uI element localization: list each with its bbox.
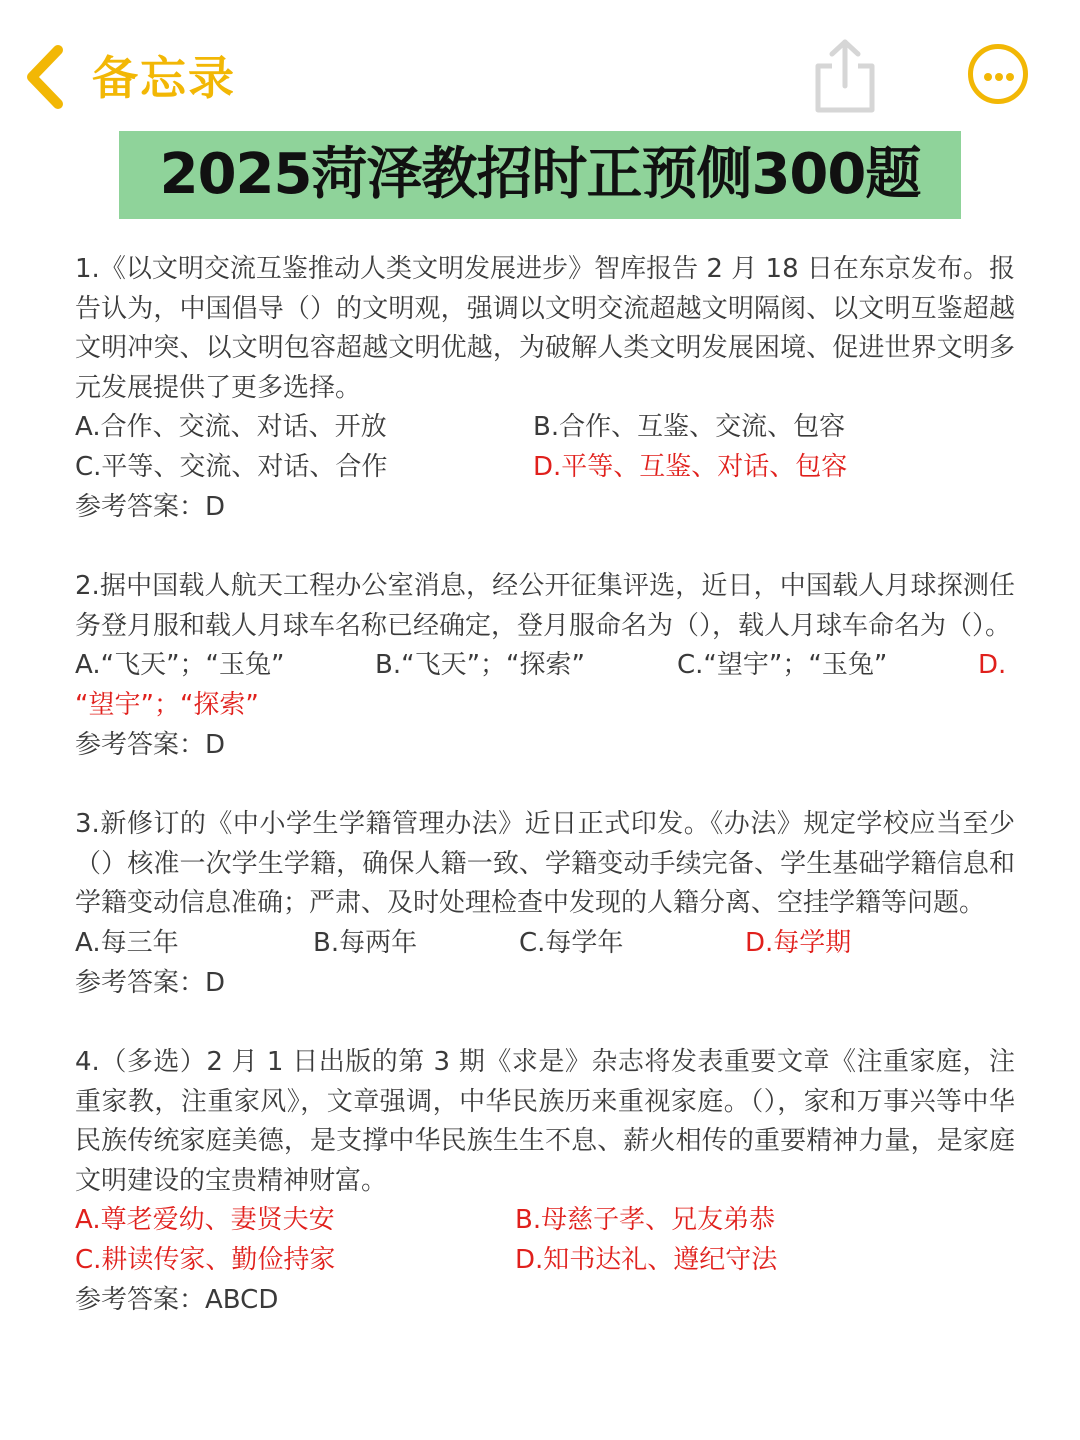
question-2 — [75, 567, 1015, 765]
question-3 — [75, 805, 1015, 1003]
page-title: 2025菏泽教招时正预侧300题 — [159, 142, 921, 207]
option-row — [75, 448, 1015, 488]
note-content — [75, 250, 1015, 1320]
option-b: B.每两年 — [313, 927, 418, 958]
option-b-correct: B.母慈子孝、兄友弟恭 — [515, 1205, 776, 1236]
option-d-correct: D.平等、互鉴、对话、包容 — [533, 451, 848, 482]
option-a-correct: A.尊老爱幼、妻贤夫安 — [75, 1205, 335, 1236]
question-stem: 4.（多选）2 月 1 日出版的第 3 期《求是》杂志将发表重要文章《注重家庭，注重家教，注重家风》，文章强调，中华民族历来重视家庭。（），家和万事兴等中华民族传统家庭美德，是支撑中华民族生生不息、薪火相传的重要精神力量，是家庭文明建设的宝贵精神财富。 — [75, 1047, 1015, 1196]
option-d-correct: D. — [978, 650, 1007, 681]
question-stem: 3.新修订的《中小学生学籍管理办法》近日正式印发。《办法》规定学校应当至少（）核准一次学生学籍，确保人籍一致、学籍变动手续完备、学生基础学籍信息和学籍变动信息准确；严肃、及时处理检查中发现的人籍分离、空挂学籍等问题。 — [75, 809, 1015, 919]
option-a: A.合作、交流、对话、开放 — [75, 412, 387, 443]
option-a: A.“飞天”；“玉兔” — [75, 650, 285, 681]
answer-text: 参考答案：D — [75, 967, 226, 998]
more-dot — [995, 73, 1003, 81]
back-button-label[interactable]: 备忘录 — [92, 51, 236, 105]
option-c: C.“望宇”；“玉兔” — [677, 650, 888, 681]
option-row — [75, 408, 1015, 448]
answer-text: 参考答案：D — [75, 729, 226, 760]
option-row — [75, 924, 1015, 964]
option-a: A.每三年 — [75, 927, 179, 958]
title-banner — [119, 131, 961, 219]
answer-text: 参考答案：D — [75, 491, 226, 522]
option-c: C.平等、交流、对话、合作 — [75, 451, 388, 482]
option-d-correct: D.每学期 — [745, 927, 852, 958]
share-icon[interactable] — [812, 36, 878, 116]
option-d-correct-text: “望宇”；“探索” — [75, 689, 259, 720]
option-b: B.合作、互鉴、交流、包容 — [533, 412, 846, 443]
more-dot — [1006, 73, 1014, 81]
option-d-correct: D.知书达礼、遵纪守法 — [515, 1245, 778, 1276]
question-stem: 1.《以文明交流互鉴推动人类文明发展进步》智库报告 2 月 18 日在东京发布。报告认为，中国倡导（）的文明观，强调以文明交流超越文明隔阂、以文明互鉴超越文明冲突、以文明包容超越文明优越，为破解人类文明发展困境、促进世界文明多元发展提供了更多选择。 — [75, 254, 1015, 403]
option-c: C.每学年 — [519, 927, 624, 958]
option-row — [75, 1201, 1015, 1241]
option-row — [75, 1241, 1015, 1281]
question-4 — [75, 1043, 1015, 1320]
option-row — [75, 686, 1015, 726]
option-b: B.“飞天”；“探索” — [375, 650, 585, 681]
more-dot — [984, 73, 992, 81]
chevron-left-icon[interactable] — [22, 44, 66, 110]
option-row — [75, 646, 1015, 686]
option-c-correct: C.耕读传家、勤俭持家 — [75, 1245, 336, 1276]
more-icon[interactable] — [968, 44, 1028, 104]
top-bar — [0, 0, 1080, 130]
question-1 — [75, 250, 1015, 527]
question-stem: 2.据中国载人航天工程办公室消息，经公开征集评选，近日，中国载人月球探测任务登月服和载人月球车名称已经确定，登月服命名为（），载人月球车命名为（）。 — [75, 571, 1015, 641]
answer-text: 参考答案：ABCD — [75, 1284, 279, 1315]
